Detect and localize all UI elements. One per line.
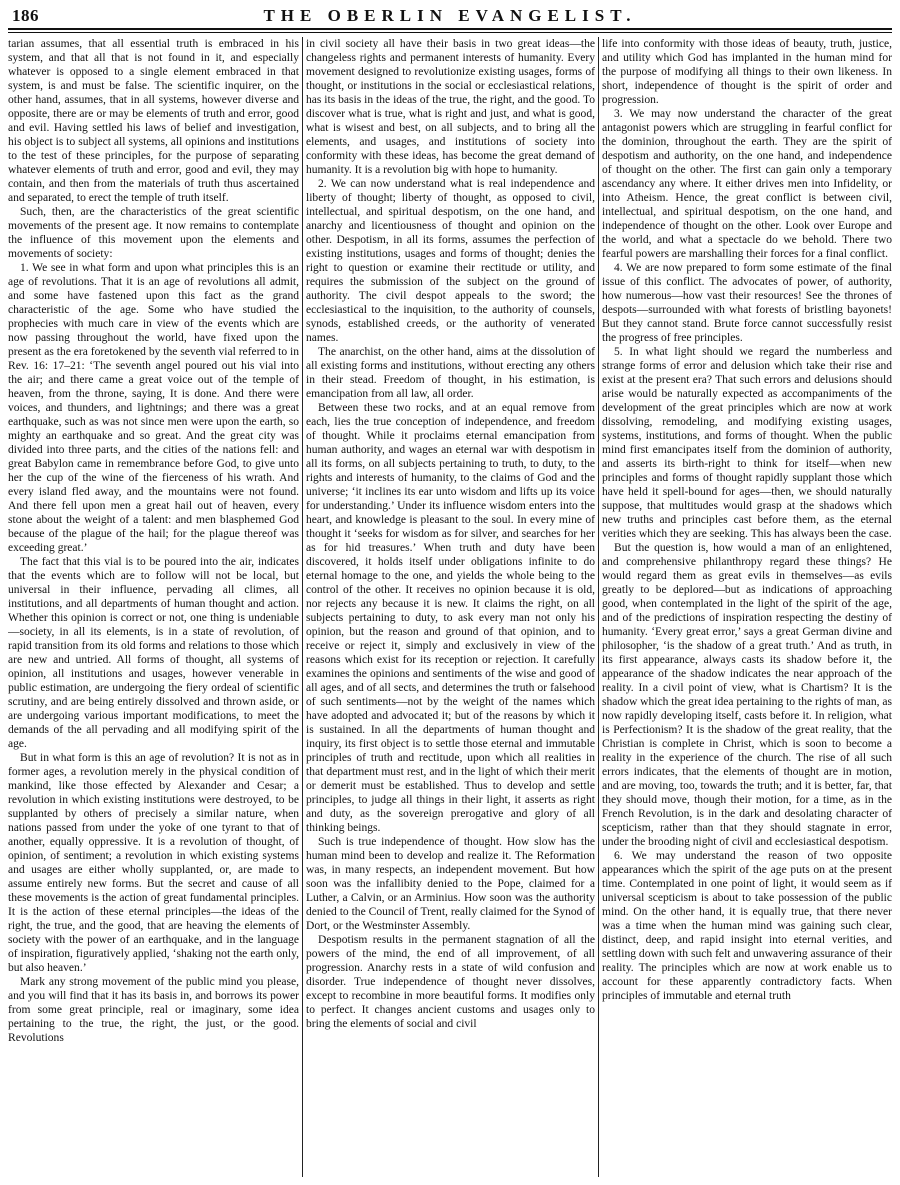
page-header [8,6,892,30]
paragraph: 4. We are now prepared to form some estimate of the final issue of this conflict. The advocates of power, of authority, how numerous—how vast their resources! See the thrones of despots—surrounded with what forests of bristling bayonets! But they cannot stand. Brute force cannot successfully resist the progress of free principles. [602,262,892,344]
column-2 [306,37,595,1177]
paragraph: tarian assumes, that all essential truth is embraced in his system, and that all that is not found in it, and especially whatever is opposed to a single element embraced in that system, is and must be false. The scientific inquirer, on the other hand, assumes, that in all systems, however diverse and opposite, there are or may be elements of truth and error, good and evil. Having settled his laws of belief and investigation, his object is to subject all systems, all opinions and institutions to the test of these principles, for the purpose of separating whatever elements of truth and error, good and evil, they may contain, and then from the materials of truth thus ascertained and separated, to erect the temple of truth itself. [8,38,299,204]
paragraph: Despotism results in the permanent stagnation of all the powers of the mind, the end of all improvement, of all progression. Anarchy rests in a state of wild confusion and disorder. True independence of thought never dissolves, except to recombine in more beautiful forms. It modifies only to perfect. It changes ancient customs and usages only to bring the elements of social and civil [306,934,595,1030]
header-rule-thin [8,32,892,33]
paragraph: Between these two rocks, and at an equal remove from each, lies the true conception of independence, and freedom of thought. While it proclaims eternal emancipation from human authority, and wages an eternal war with despotism in all its forms, on all subjects pertaining to truth, to duty, to the rights and interests of humanity, to the claims of God and the universe; ‘it inclines its ear unto wisdom and lifts up its voice for understanding.’ Under its influence wisdom enters into the heart, and knowledge is pleasant to the soul. In every mine of thought it ‘seeks for wisdom as for silver, and searches for her as for hid treasures.’ When truth and duty have been discovered, it holds itself under obligations infinite to do eternal homage to the one, and yields the whole being to the control of the other. It receives no opinion because it is old, nor rejects any because it is new. It claims the right, on all subjects pertaining to duty, to ask every man not only his opinion, but the reason and ground of that opinion, and to receive or reject it, simply and exclusively in view of the reasons which exist for its reception or rejection. It carefully examines the opinions and sentiments of the wise and good of all ages, and of all sects, and determines the truth or falsehood of such sentiments—not by the weight of the names which have adopted and advocated it; but of the reasons by which it is sustained. In all the departments of human thought and inquiry, its first object is to settle those eternal and immutable principles of truth and rectitude, upon which all realities in that department must rest, and in the light of which their merit or demerit must be established. Thus to develop and settle principles, to judge all things in their light, it asserts as right and duty, as the sovereign prerogative and glory of all thinking beings. [306,402,595,834]
paragraph: 1. We see in what form and upon what principles this is an age of revolutions. That it is an age of revolutions all admit, and some have fastened upon this fact as the grand characteristic of the age. Some who have studied the prophecies with much care in view of the events which are now passing throughout the world, have fixed upon the present as the era foretokened by the seventh vial referred to in Rev. 16: 17–21: ‘The seventh angel poured out his vial into the air; and there came a great voice out of the temple of heaven, from the throne, saying, It is done. And there were voices, and thunders, and lightnings; and there was a great earthquake, such as was not since men were upon the earth, so mighty an earthquake and so great. And the great city was divided into three parts, and the cities of the nations fell: and great Babylon came in remembrance before God, to give unto her the cup of the wine of the fierceness of his wrath. And every island fled away, and the mountains were not found. And there fell upon men a great hail out of heaven, every stone about the weight of a talent: and men blasphemed God because of the plague of the hail; for the plague thereof was exceeding great.’ [8,262,299,554]
paragraph: in civil society all have their basis in two great ideas—the changeless rights and permanent interests of humanity. Every movement designed to revolutionize existing usages, forms of thought, or institutions in the social or ecclesiastical relations, has its basis in the ideas of the true, the right, and the good. To discover what is true, what is right and just, and what is good, what is wisest and best, on all subjects, and to bring all the elements, and usages, and institutions of society into conformity with these ideas, has become the great demand of humanity. It is a revolution big with hope to humanity. [306,38,595,176]
paragraph: 5. In what light should we regard the numberless and strange forms of error and delusion which take their rise and exist at the present era? That such errors and delusions should arise would be naturally expected as accompaniments of the development of the great principles which are now at work dissolving, remodeling, and modifying existing usages, systems, institutions, and forms of thought. When the public mind first emancipates itself from the dominion of authority, and asserts its birth-right to think for itself—when new principles and forms of thought rapidly supplant those which have held it spell-bound for ages—then, we should naturally suppose, that multitudes would grasp at the shadows which new truths and principles cast before them, as the eternal verities which they are seeking. This has always been the case. [602,346,892,540]
paragraph: Such is true independence of thought. How slow has the human mind been to develop and realize it. The Reformation was, in many respects, an independent movement. But how soon was the infallibity denied to the Pope, claimed for a Luther, a Calvin, or an Arminius. How soon was the authority denied to the Council of Trent, really claimed for the Synod of Dort, or the Westminster Assembly. [306,836,595,932]
column-1 [8,37,299,1177]
paragraph: But the question is, how would a man of an enlightened, and comprehensive philanthropy regard these things? He would regard them as great evils in themselves—as evils greatly to be deplored—but as indications of approaching good, when contemplated in the light of the spirit of the age, and of the predictions of inspiration respecting the destiny of humanity. ‘Every great error,’ says a great German divine and philosopher, ‘is the shadow of a great truth.’ And as truth, in its first appearance, always casts its shadow before it, the appearance of the shadow indicates the near approach of the reality. In a civil point of view, what is Chartism? It is the shadow which the great idea pertaining to the rights of man, as now rapidly developing itself, casts before it. In religion, what is Perfectionism? It is the shadow of the great reality, that the Christian is complete in Christ, which is soon to become a reality in the experience of the church. The rise of all such errors indicates, that the elements of thought are in motion, and are moving, too, towards the truth; and it is better, far, that they should move, though their motion, for a time, as in the French Revolution, is in the dark and desolating character of scepticism, rather than that they should stagnate in error, under the brooding night of civil and ecclesiastical despotism. [602,542,892,848]
paragraph: The anarchist, on the other hand, aims at the dissolution of all existing forms and institutions, without erecting any others in their stead. Freedom of thought, in his estimation, is emancipation from all law, all order. [306,346,595,400]
paragraph: But in what form is this an age of revolution? It is not as in former ages, a revolution merely in the physical condition of mankind, like those effected by Alexander and Cesar; a revolution in which existing institutions were destroyed, to be supplanted by others of precisely a similar nature, when nations passed from under the yoke of one tyrant to that of another, equally oppressive. It is a revolution of thought, of opinion, of sentiment; a revolution in which existing systems and usages are either wholly supplanted, or, are made to assume entirely new forms. But the secret and cause of all these movements is the action of great fundamental principles. It is the action of these eternal principles—the ideas of the right, the true, and the good, that are heaving the elements of society with the power of an earthquake, and in the language of inspiration, figuratively applied, ‘shaking not the earth only, but also heaven.’ [8,752,299,974]
newspaper-title: THE OBERLIN EVANGELIST. [263,6,637,25]
paragraph: The fact that this vial is to be poured into the air, indicates that the events which are to follow will not be local, but universal in their influence, pervading all climes, all institutions, and all departments of human thought and action. Whether this opinion is correct or not, one thing is undeniable—society, in all its elements, is in a state of revolution, of rapid transition from its old forms and relations to those which are new and untried. All forms of thought, all systems of opinion, all institutions and usages, however venerable in public estimation, are undergoing the fiery ordeal of scientific scrutiny, and are being entirely dissolved and thrown aside, or are undergoing various important modifications, to meet the demands of the all pervading and all modifying spirit of the age. [8,556,299,750]
page-number: 186 [12,6,39,25]
paragraph: 2. We can now understand what is real independence and liberty of thought; liberty of thought, as opposed to civil, intellectual, and spiritual despotism, on the one hand, and anarchy and licentiousness of thought and opinion on the other. Despotism, in all its forms, assumes the perfection of existing institutions, usages and forms of thought; denies the right to question or examine their rectitude or utility, and requires the submission of the subject on the ground of authority. The civil despot appeals to the sword; the ecclesiastical to the inquisition, to the authority of counsels, synods, established creeds, or the authority of venerated names. [306,178,595,344]
paragraph: 6. We may understand the reason of two opposite appearances which the spirit of the age puts on at the present time. Contemplated in one point of light, it would seem as if universal scepticism is about to take possession of the public mind. On the other hand, it is equally true, that there never was a time when the human mind was gaining such clear, distinct, deep, and rapid insight into eternal verities, and settling down with such felt and unwavering assurance of their reality. The principles which are now at work enable us to account for these apparently contradictory facts. When principles of immutable and eternal truth [602,850,892,1002]
paragraph: life into conformity with those ideas of beauty, truth, justice, and utility which God has implanted in the human mind for the purpose of modifying all things to their own likeness. In short, independence of thought is the spirit of order and progression. [602,38,892,106]
paragraph: Mark any strong movement of the public mind you please, and you will find that it has its basis in, and borrows its power from some great principle, real or imaginary, some idea pertaining to the true, the right, the just, or the good. Revolutions [8,976,299,1044]
column-3 [602,37,892,1177]
column-divider [598,37,599,1177]
paragraph: 3. We may now understand the character of the great antagonist powers which are struggling in fearful conflict for the dominion, throughout the earth. They are the spirit of despotism and authority, on the one hand, and independence of thought on the other. The first can gain only a temporary ascendancy any where. It either drives men into Infidelity, or into Atheism. Hence, the great conflict is between civil, intellectual, and spiritual despotism, on the one hand, and independence of thought on the other. Look over Europe and the world, and what a spectacle do we behold. There two fearful powers are marshalling their forces for a final conflict. [602,108,892,260]
header-rule-thick [8,28,892,30]
column-divider [302,37,303,1177]
paragraph: Such, then, are the characteristics of the great scientific movements of the present age. It now remains to contemplate the influence of this movement upon the elements and movements of society: [8,206,299,260]
